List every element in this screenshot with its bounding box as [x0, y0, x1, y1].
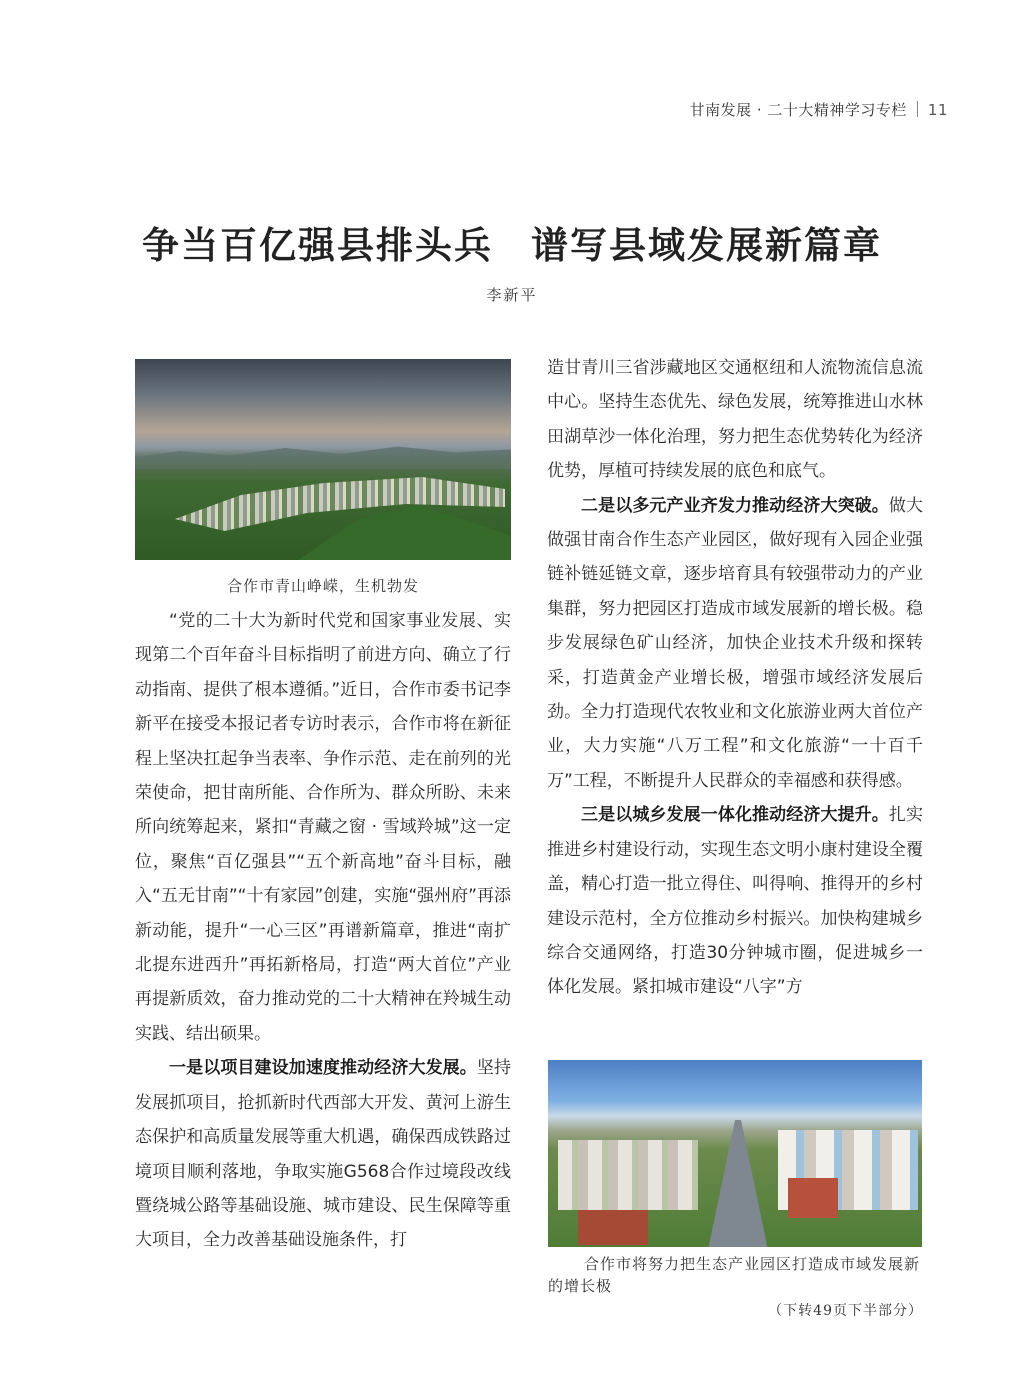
right-column: [547, 351, 923, 1005]
point-2-text: 做大做强甘南合作生态产业园区，做好现有入园企业强链补链延链文章，逐步培育具有较强带动力的产业集群，努力把园区打造成市域发展新的增长极。稳步发展绿色矿山经济，加快企业技术升级和探转采，打造黄金产业增长极，增强市域经济发展后劲。全力打造现代农牧业和文化旅游业两大首位产业，大力实施“八万工程”和文化旅游“一十百千万”工程，不断提升人民群众的幸福感和获得感。: [547, 495, 924, 791]
industrial-park-photo: [548, 1060, 922, 1247]
column-name: 甘南发展 · 二十大精神学习专栏: [689, 101, 907, 119]
point-3-heading: 三是以城乡发展一体化推动经济大提升。: [581, 805, 889, 826]
paragraph-point-3: [547, 798, 923, 1004]
header-divider: [917, 101, 918, 117]
paragraph-point-2: [547, 489, 923, 799]
page-number: 11: [927, 101, 948, 119]
paragraph-point-1: [135, 1051, 511, 1257]
title-part-1: 争当百亿强县排头兵: [142, 223, 493, 267]
landscape-photo: [135, 359, 511, 560]
photo-caption-2: 合作市将努力把生态产业园区打造成市域发展新的增长极: [548, 1255, 921, 1295]
point-1-text: 坚持发展抓项目，抢抓新时代西部大开发、黄河上游生态保护和高质量发展等重大机遇，确保西成铁路过境项目顺利落地，争取实施G568合作过境段改线暨绕城公路等基础设施、城市建设、民生保障等重大项目，全力改善基础设施条件，打: [135, 1058, 512, 1251]
photo-caption-1: 合作市青山峥嵘，生机勃发: [226, 577, 419, 595]
paragraph-point-1-continued: 造甘青川三省涉藏地区交通枢纽和人流物流信息流中心。坚持生态优先、绿色发展，统筹推进山水林田湖草沙一体化治理，努力把生态优势转化为经济优势，厚植可持续发展的底色和底气。: [547, 358, 923, 482]
paragraph-intro: “党的二十大为新时代党和国家事业发展、实现第二个百年奋斗目标指明了前进方向、确立了行动指南、提供了根本遵循。”近日，合作市委书记李新平在接受本报记者专访时表示，合作市将在新征程上坚决扛起争当表率、争作示范、走在前列的光荣使命，把甘南所能、合作所为、群众所盼、未来所向统筹起来，紧扣“青藏之窗 · 雪域羚城”这一定位，聚焦“百亿强县”“五个新高地”奋斗目标，融入“五无甘南”“十有家园”创建，实施“强州府”再添新动能，提升“一心三区”再谱新篇章，推进“南扩北提东进西升”再拓新格局，打造“两大首位”产业再提新质效，奋力推动党的二十大精神在羚城生动实践、结出硕果。: [135, 611, 511, 1044]
author-name: 李新平: [486, 286, 538, 304]
article-title: [0, 215, 1024, 269]
point-3-text: 扎实推进乡村建设行动，实现生态文明小康村建设全覆盖，精心打造一批立得住、叫得响、推得开的乡村建设示范村，全方位推动乡村振兴。加快构建城乡综合交通网络，打造30分钟城市圈，促进城乡一体化发展。紧扣城市建设“八字”方: [547, 805, 924, 998]
left-column: [135, 604, 511, 1258]
continued-note: （下转49页下半部分）: [768, 1303, 923, 1319]
page-header: [690, 99, 948, 120]
point-2-heading: 二是以多元产业齐发力推动经济大突破。: [581, 495, 889, 516]
title-part-2: 谱写县域发展新篇章: [531, 223, 882, 267]
point-1-heading: 一是以项目建设加速度推动经济大发展。: [169, 1058, 477, 1079]
